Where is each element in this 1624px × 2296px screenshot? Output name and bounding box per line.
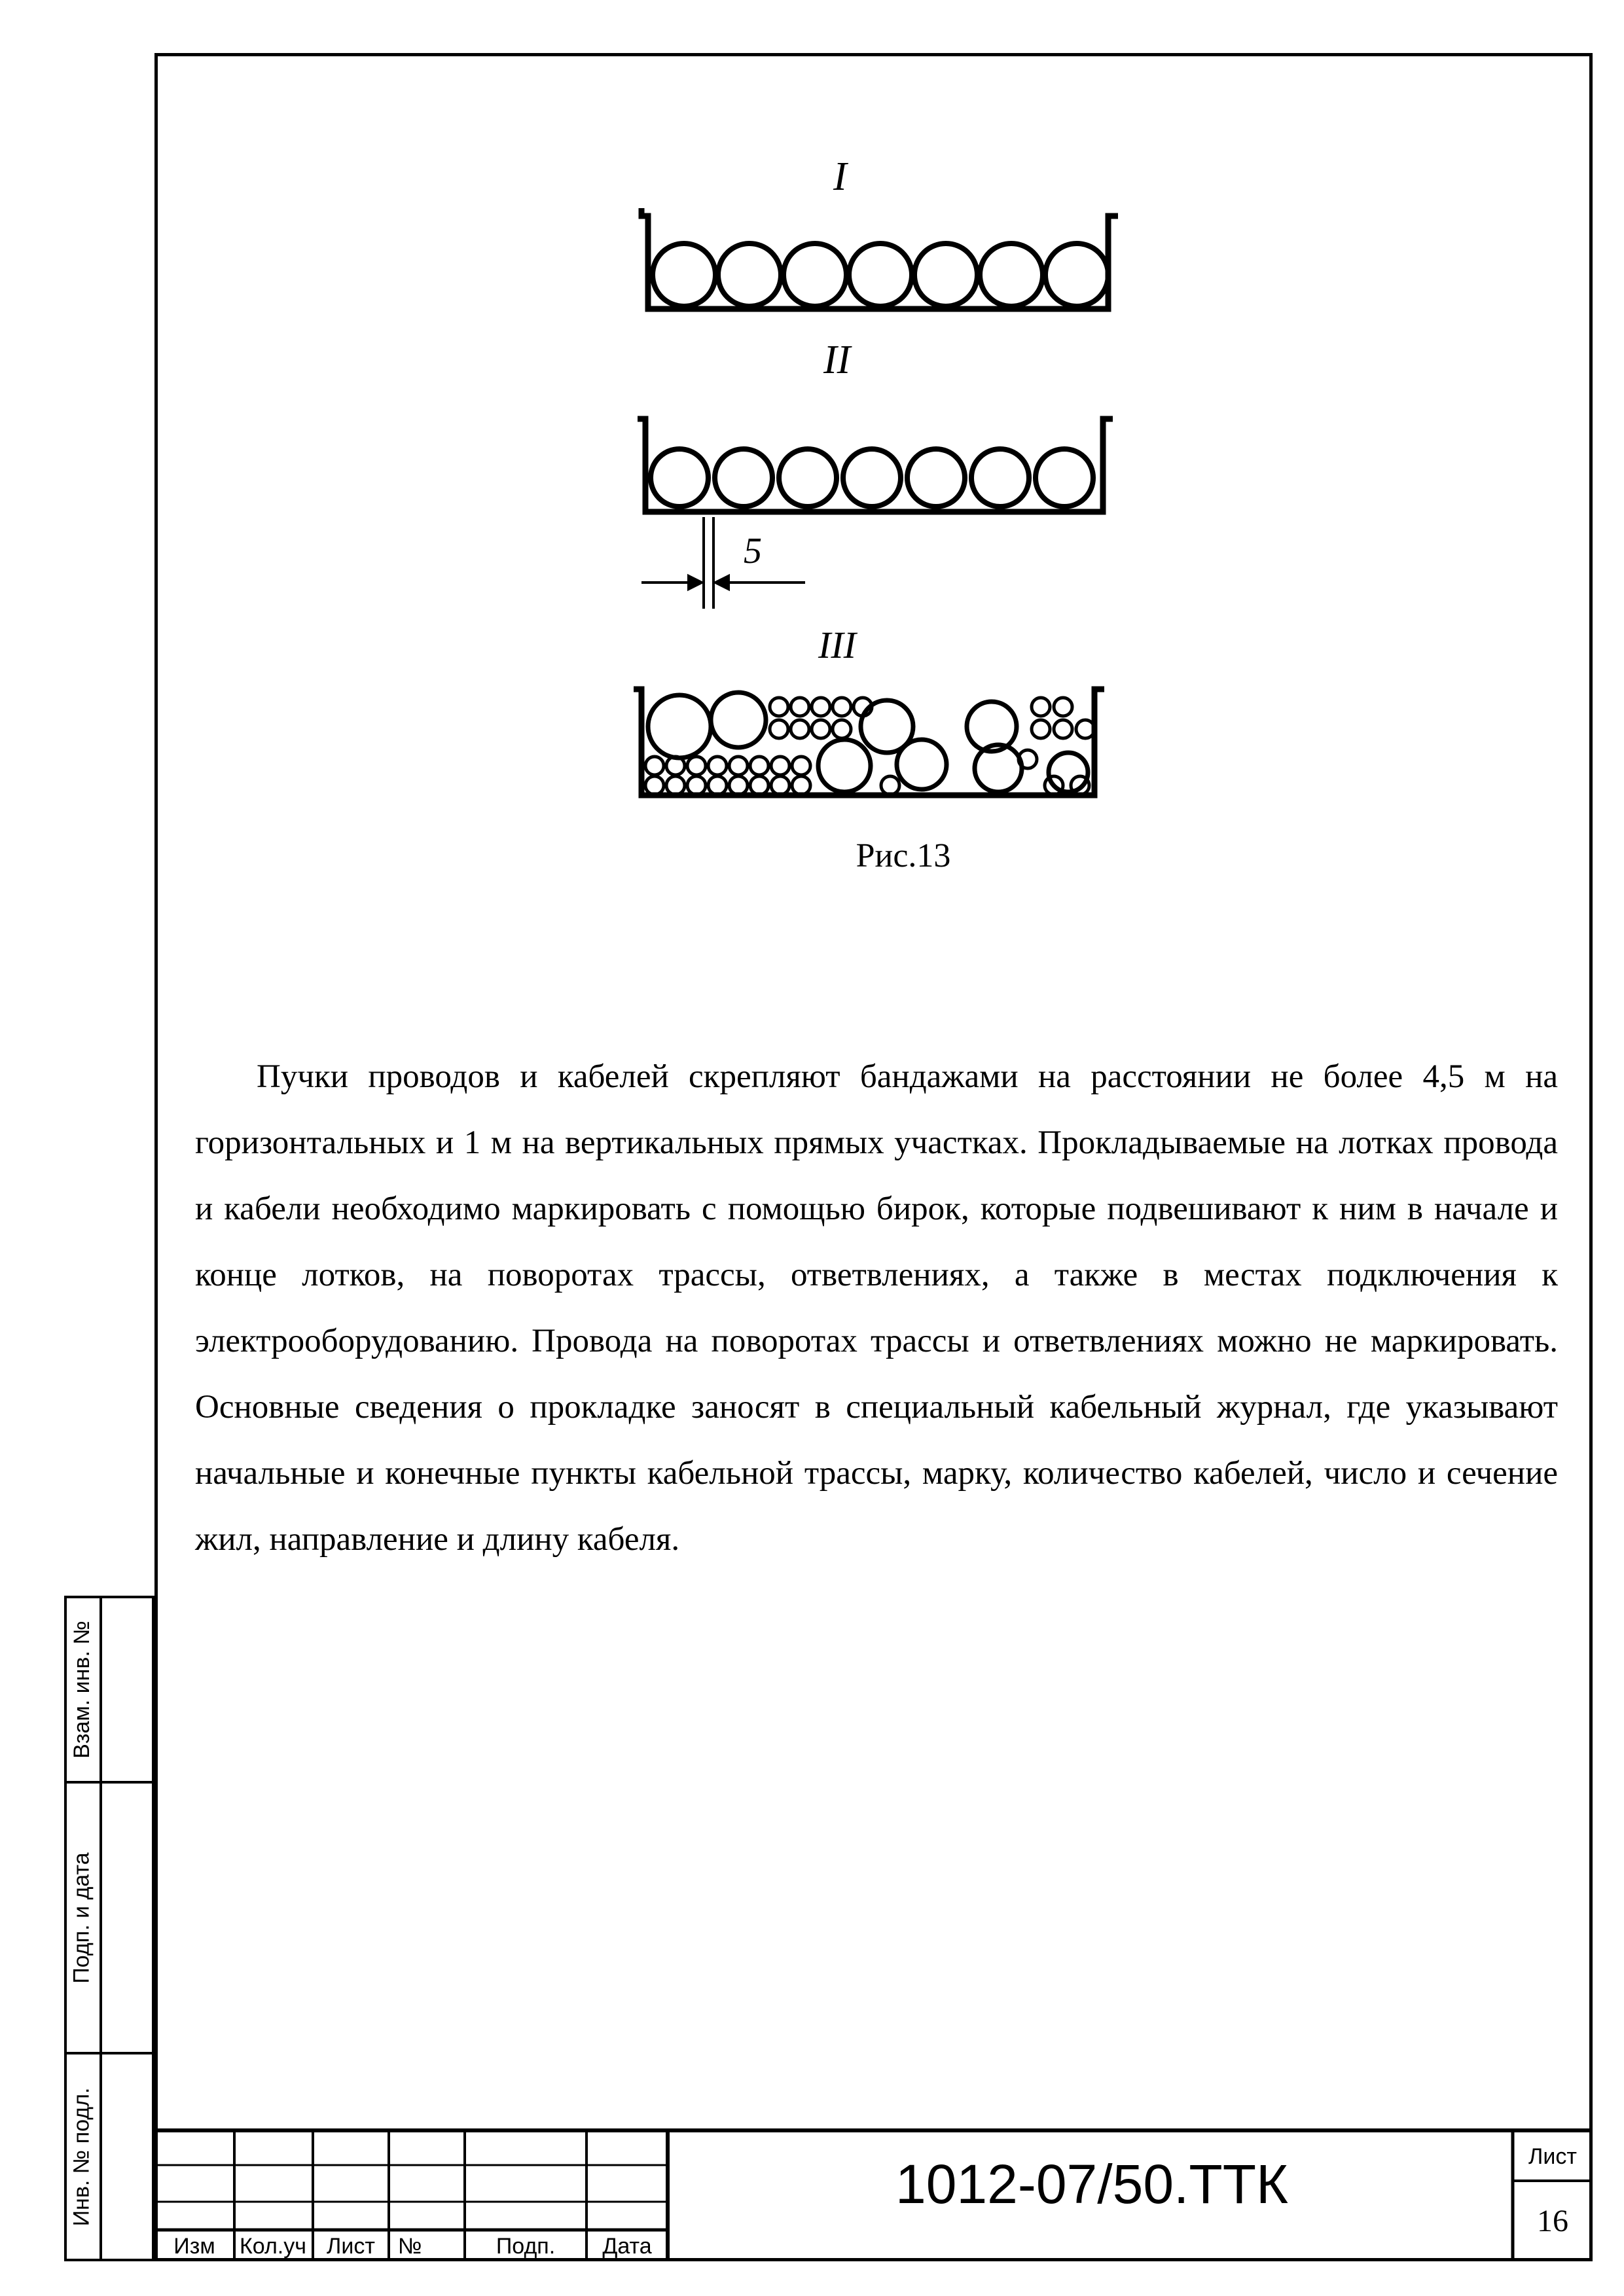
tray-2-cables [651, 449, 1093, 507]
cable-circle [812, 720, 830, 738]
figure-13-drawing [628, 151, 1126, 805]
cable-circle [1036, 449, 1093, 507]
cable-circle [833, 698, 851, 716]
stamp-vzam-inv-label: Взам. инв. № [69, 1621, 94, 1759]
stamp-inv-podl-label: Инв. № подл. [69, 2087, 94, 2226]
cable-circle [1054, 720, 1072, 738]
tb-col-data: Дата [602, 2234, 652, 2259]
cable-circle [971, 449, 1029, 507]
cable-circle [708, 776, 727, 795]
cable-circle [1054, 698, 1072, 716]
cable-circle [770, 720, 788, 738]
cable-circle [1049, 753, 1088, 792]
cable-circle [907, 449, 965, 507]
dimension-label: 5 [744, 531, 762, 571]
cable-circle [666, 776, 685, 795]
cable-circle [750, 757, 768, 775]
cable-circle [715, 449, 772, 507]
cable-circle [1045, 243, 1108, 306]
cable-circle [1032, 698, 1050, 716]
tb-col-podp: Подп. [496, 2234, 556, 2259]
tb-sheet-label: Лист [1528, 2144, 1577, 2169]
label-I: I [833, 154, 847, 199]
cable-circle [711, 692, 766, 747]
stamp-podp-data [64, 1781, 154, 2054]
cable-circle [1032, 720, 1050, 738]
cable-circle [818, 740, 871, 792]
stamp-vzam-inv [64, 1596, 154, 1784]
cable-circle [750, 776, 768, 795]
cable-circle [729, 757, 748, 775]
stamp-podp-data-label: Подп. и дата [69, 1852, 94, 1984]
tb-col-no: № [398, 2234, 422, 2259]
cable-circle [771, 776, 789, 795]
cable-circle [791, 698, 809, 716]
document-code: 1012-07/50.ТТК [895, 2153, 1288, 2215]
dimension-5-mark [641, 517, 805, 609]
cable-circle [843, 449, 901, 507]
cable-circle [791, 720, 809, 738]
cable-circle [792, 757, 810, 775]
cable-circle [687, 776, 706, 795]
cable-circle [770, 698, 788, 716]
cable-circle [792, 776, 810, 795]
cable-circle [914, 243, 977, 306]
cable-circle [784, 243, 846, 306]
cable-circle [687, 757, 706, 775]
figure-caption: Рис.13 [856, 837, 951, 874]
tb-sheet-number: 16 [1537, 2203, 1568, 2238]
cable-circle [729, 776, 748, 795]
stamp-inv-podl [64, 2052, 154, 2261]
tb-col-kol: Кол.уч [240, 2234, 306, 2259]
body-paragraph: Пучки проводов и кабелей скрепляют бандажами на расстоянии не более 4,5 м на горизонтальных и 1 м на вертикальных прямых участках. Прокладываемые на лотках провода и кабели необходимо маркировать с помощью бирок, которые подвешивают к ним в начале и конце лотков, на поворотах трассы, ответвлениях, а также в местах подключения к электрооборудованию. Провода на поворотах трассы и ответвлениях можно не маркировать. Основные сведения о прокладке заносят в специальный кабельный журнал, где указывают начальные и конечные пункты кабельной трассы, марку, количество кабелей, число и сечение жил, направление и длину кабеля. [195, 1058, 1558, 1558]
cable-circle [651, 449, 708, 507]
tray-3-cables [645, 692, 1094, 795]
label-II: II [823, 338, 851, 382]
cable-circle [718, 243, 781, 306]
cable-circle [645, 757, 664, 775]
tb-col-list: Лист [327, 2234, 375, 2259]
cable-circle [833, 720, 851, 738]
cable-circle [771, 757, 789, 775]
cable-circle [897, 740, 947, 789]
cable-circle [812, 698, 830, 716]
cable-circle [779, 449, 837, 507]
tb-col-izm: Изм [173, 2234, 215, 2259]
cable-circle [849, 243, 912, 306]
cable-circle [980, 243, 1043, 306]
cable-circle [881, 776, 899, 795]
cable-circle [648, 695, 711, 758]
cable-circle [708, 757, 727, 775]
tray-1-cables [653, 243, 1108, 306]
cable-circle [653, 243, 715, 306]
label-III: III [818, 624, 856, 666]
cable-circle [645, 776, 664, 795]
